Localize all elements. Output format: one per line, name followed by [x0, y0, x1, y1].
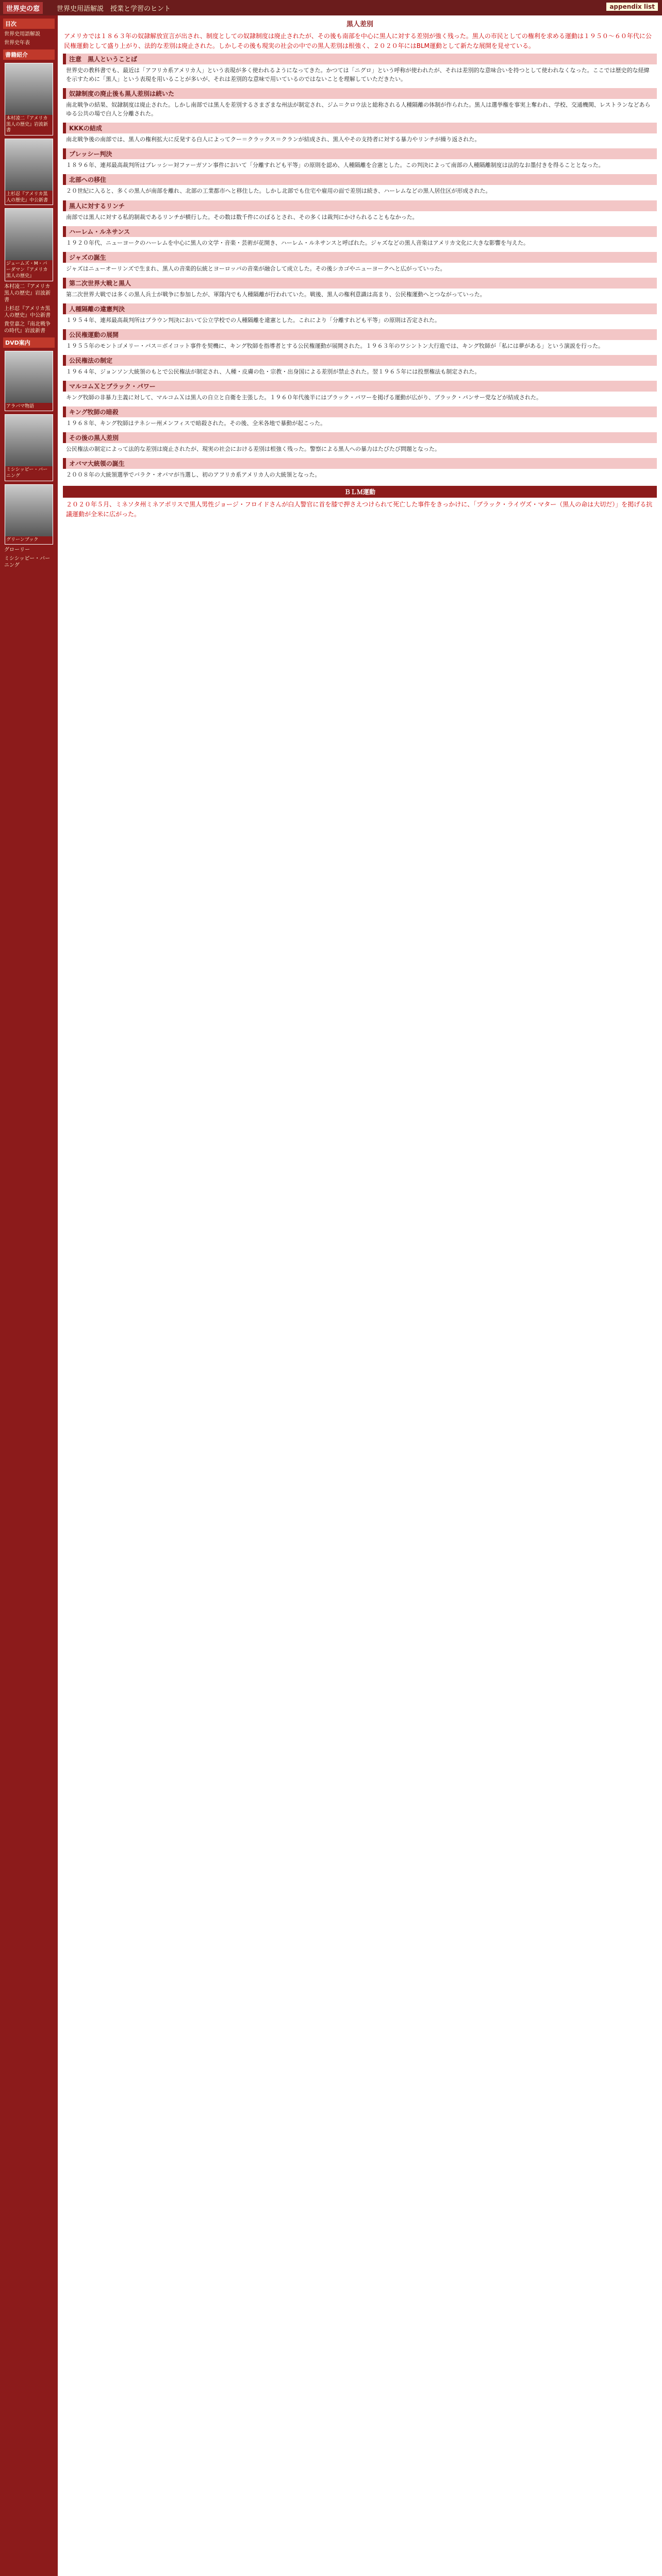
section-body: キング牧師の非暴力主義に対して、マルコムＸは黒人の自立と自衛を主張した。１９６０年代後半にはブラック・パワーを掲げる運動が広がり、ブラック・パンサー党などが結成された。	[66, 394, 542, 401]
book-card[interactable]	[5, 208, 53, 281]
top-bar	[0, 0, 662, 15]
section-heading: マルコムＸとブラック・パワー	[63, 381, 657, 392]
site-title[interactable]: 世界史の窓	[3, 2, 43, 14]
sidebar-section-title: 目次	[3, 19, 55, 29]
section	[63, 406, 657, 429]
section-body: ジャズはニューオーリンズで生まれ、黒人の音楽的伝統とヨーロッパの音楽が融合して成立した。その後シカゴやニューヨークへと広がっていった。	[66, 265, 446, 272]
section-body: 南北戦争の結果、奴隷制度は廃止された。しかし南部では黒人を差別するさまざまな州法が制定され、ジム＝クロウ法と総称される人種隔離の体制が作られた。黒人は選挙権を事実上奪われ、学校、交通機関、レストランなどあらゆる公共の場で白人と分離された。	[66, 101, 651, 117]
section-heading: 黒人に対するリンチ	[63, 200, 657, 211]
section	[63, 329, 657, 352]
page-title: 黒人差別	[346, 21, 373, 28]
section-heading: KKKの結成	[63, 123, 657, 133]
section-body: １８９６年、連邦最高裁判所はプレッシー対ファーガソン事件において「分離すれども平等」の原則を認め、人種隔離を合憲とした。この判決によって南部の人種隔離制度は法的なお墨付きを得ることとなった。	[66, 162, 604, 169]
section-body: １９２０年代、ニューヨークのハーレムを中心に黒人の文学・音楽・芸術が花開き、ハーレム・ルネサンスと呼ばれた。ジャズなどの黒人音楽はアメリカ文化に大きな影響を与えた。	[66, 239, 529, 246]
section-body: １９６４年、ジョンソン大統領のもとで公民権法が制定され、人種・皮膚の色・宗教・出身国による差別が禁止された。翌１９６５年には投票権法も制定された。	[66, 368, 481, 375]
blm-section	[63, 486, 657, 521]
section-body: 公民権法の制定によって法的な差別は廃止されたが、現実の社会における差別は根強く残った。警察による黒人への暴力はたびたび問題となった。	[66, 445, 440, 452]
section-body: １９６８年、キング牧師はテネシー州メンフィスで暗殺された。その後、全米各地で暴動が起こった。	[66, 419, 326, 427]
dvd-card[interactable]	[5, 351, 53, 412]
section	[63, 123, 657, 145]
sidebar-link[interactable]: 上杉忍『アメリカ黒人の歴史』中公新書	[4, 306, 51, 318]
book-cover[interactable]	[5, 139, 53, 191]
blm-title: ＢＬＭ運動	[63, 486, 657, 498]
dvd-cover[interactable]	[5, 351, 53, 403]
section	[63, 432, 657, 455]
book-caption[interactable]: 本村凌二『アメリカ黒人の歴史』岩波新書	[6, 116, 48, 133]
dvd-cover[interactable]	[5, 485, 53, 536]
section	[63, 458, 657, 481]
dvd-caption[interactable]: グリーンブック	[6, 537, 39, 543]
appendix-link[interactable]: appendix list	[606, 3, 658, 11]
book-card[interactable]	[5, 63, 53, 135]
section-heading: 公民権法の制定	[63, 355, 657, 366]
blm-body: ２０２０年５月、ミネソタ州ミネアポリスで黒人男性ジョージ・フロイドさんが白人警官に首を膝で押さえつけられて死亡した事件をきっかけに、「ブラック・ライヴズ・マター（黒人の命は大切だ）」を掲げる抗議運動が全米に広がった。	[66, 501, 653, 518]
section-body: 南部では黒人に対する私的制裁であるリンチが横行した。その数は数千件にのぼるとされ、その多くは裁判にかけられることもなかった。	[66, 213, 418, 221]
section-heading: 第二次世界大戦と黒人	[63, 278, 657, 289]
section-heading: 奴隷制度の廃止後も黒人差別は続いた	[63, 88, 657, 99]
sidebar-link[interactable]: 世界史年表	[4, 40, 30, 46]
book-card[interactable]	[5, 139, 53, 205]
dvd-card[interactable]	[5, 484, 53, 545]
sidebar-section	[3, 49, 55, 334]
sidebar-link[interactable]: 本村凌二『アメリカ黒人の歴史』岩波新書	[4, 283, 51, 303]
sidebar-section-title: DVD案内	[3, 337, 55, 348]
sidebar	[0, 15, 58, 2576]
section	[63, 88, 657, 120]
section-heading: ジャズの誕生	[63, 252, 657, 263]
section-list	[61, 54, 659, 481]
section-body: 世界史の教科書でも、最近は「アフリカ系アメリカ人」という表現が多く使われるようになってきた。かつては「ニグロ」という呼称が使われたが、それは差別的な意味合いを持つとして使われなくなった。ここでは歴史的な経緯を示すために「黒人」という表現を用いることが多いが、それは差別的な意味で用いているのではないことを理解していただきたい。	[66, 67, 650, 83]
section	[63, 54, 657, 85]
section-heading: 公民権運動の展開	[63, 329, 657, 340]
book-caption[interactable]: 上杉忍『アメリカ黒人の歴史』中公新書	[6, 192, 48, 203]
book-cover[interactable]	[5, 209, 53, 260]
breadcrumb[interactable]: 世界史用語解説 授業と学習のヒント	[57, 5, 171, 13]
section	[63, 303, 657, 326]
section-heading: その後の黒人差別	[63, 432, 657, 443]
section-heading: オバマ大統領の誕生	[63, 458, 657, 469]
section-heading: 人種隔離の違憲判決	[63, 303, 657, 314]
section-heading: プレッシー判決	[63, 148, 657, 159]
sidebar-link[interactable]: グローリー	[4, 547, 30, 553]
section	[63, 355, 657, 378]
book-cover[interactable]	[5, 63, 53, 115]
book-caption[interactable]: ジェームズ・M・バーダマン『アメリカ黒人の歴史』	[6, 261, 48, 279]
section-body: １９５４年、連邦最高裁判所はブラウン判決において公立学校での人種隔離を違憲とした。これにより「分離すれども平等」の原則は否定された。	[66, 316, 440, 324]
section-body: １９５５年のモントゴメリー・バス＝ボイコット事件を契機に、キング牧師を指導者とする公民権運動が展開された。１９６３年のワシントン大行進では、キング牧師が「私には夢がある」という演説を行った。	[66, 342, 604, 349]
dvd-cover[interactable]	[5, 415, 53, 466]
section-body: ２００８年の大統領選挙でバラク・オバマが当選し、初のアフリカ系アメリカ人の大統領となった。	[66, 471, 321, 478]
sidebar-link[interactable]: ミシシッピー・バーニング	[4, 556, 51, 569]
sidebar-link[interactable]: 貴堂嘉之『南北戦争の時代』岩波新書	[4, 321, 51, 334]
section	[63, 174, 657, 197]
section	[63, 226, 657, 249]
section	[63, 381, 657, 403]
section	[63, 252, 657, 275]
section-heading: 注意 黒人ということば	[63, 54, 657, 64]
section-body: ２０世紀に入ると、多くの黒人が南部を離れ、北部の工業都市へと移住した。しかし北部でも住宅や雇用の面で差別は続き、ハーレムなどの黒人居住区が形成された。	[66, 188, 491, 195]
dvd-caption[interactable]: ミシシッピー・バーニング	[6, 467, 48, 479]
dvd-caption[interactable]: アラバマ物語	[6, 403, 35, 409]
section-heading: キング牧師の暗殺	[63, 406, 657, 417]
section	[63, 200, 657, 223]
main-content	[61, 15, 659, 2576]
sidebar-section-title: 書籍紹介	[3, 49, 55, 60]
sidebar-link[interactable]: 世界史用語解説	[4, 31, 40, 37]
section-body: 第二次世界大戦では多くの黒人兵士が戦争に参加したが、軍隊内でも人種隔離が行われていた。戦後、黒人の権利意識は高まり、公民権運動へとつながっていった。	[66, 291, 486, 298]
sidebar-section	[3, 19, 55, 46]
section-body: 南北戦争後の南部では、黒人の権利拡大に反発する白人によってクー＝クラックス＝クランが結成され、黒人やその支持者に対する暴力やリンチが繰り返された。	[66, 136, 481, 143]
section-heading: 北部への移住	[63, 174, 657, 185]
section-heading: ハーレム・ルネサンス	[63, 226, 657, 237]
section	[63, 148, 657, 171]
dvd-card[interactable]	[5, 414, 53, 481]
lead-paragraph: アメリカでは１８６３年の奴隷解放宣言が出され、制度としての奴隷制度は廃止されたが、その後も南部を中心に黒人に対する差別が強く残った。黒人の市民としての権利を求める運動は１９５０〜６０年代に公民権運動として盛り上がり、法的な差別は廃止された。しかしその後も現実の社会の中での黒人差別は根強く、２０２０年にはBLM運動として新たな展開を見せている。	[64, 32, 652, 49]
section	[63, 278, 657, 300]
sidebar-section	[3, 337, 55, 569]
